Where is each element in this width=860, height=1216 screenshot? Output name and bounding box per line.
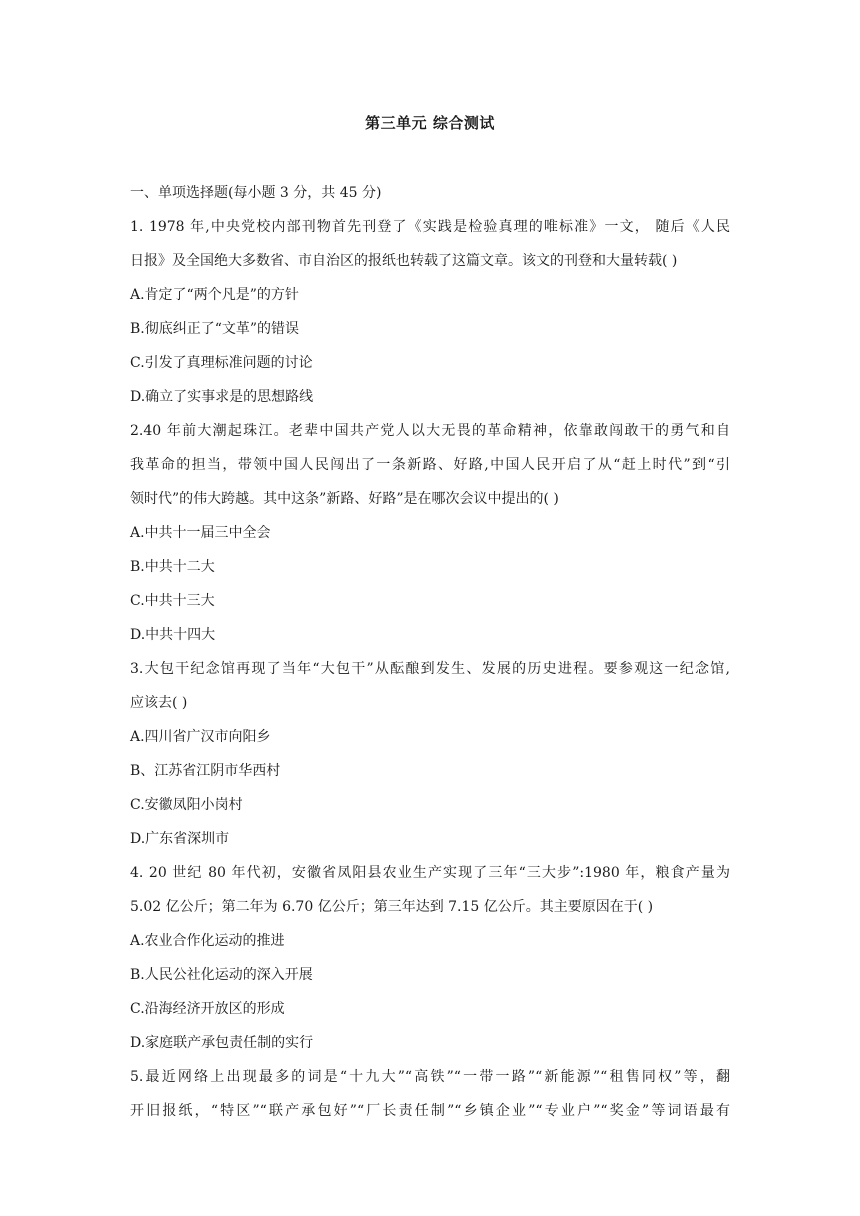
question-stem-line: 3.大包干纪念馆再现了当年“大包干”从酝酿到发生、发展的历史进程。要参观这一纪念馆, [130,661,730,677]
answer-option: D.家庭联产承包责任制的实行 [130,1035,314,1051]
answer-option: C.沿海经济开放区的形成 [130,1001,285,1017]
question-4 [130,856,730,1060]
question-stem-line: 我革命的担当，带领中国人民闯出了一条新路、好路,中国人民开启了从“赶上时代”到“引 [130,457,730,473]
question-2 [130,414,730,652]
question-stem-line: 4. 20 世纪 80 年代初，安徽省凤阳县农业生产实现了三年“三大步”:1980 年，粮食产量为 [130,865,730,881]
question-stem-line: 开旧报纸，“特区”“联产承包好”“厂长责任制”“乡镇企业”“专业户”“奖金”等词语最有 [130,1103,730,1119]
answer-option: A.农业合作化运动的推进 [130,933,285,949]
question-stem-line: 领时代”的伟大跨越。其中这条”新路、好路”是在哪次会议中提出的( ) [130,491,559,507]
answer-option: C.安徽凤阳小岗村 [130,797,243,813]
answer-option: C.中共十三大 [130,593,215,609]
answer-option: A.肯定了“两个凡是”的方针 [130,287,299,303]
answer-option: D.中共十四大 [130,627,216,643]
answer-option: D.广东省深圳市 [130,831,230,847]
question-stem-line: 日报》及全国绝大多数省、市自治区的报纸也转载了这篇文章。该文的刊登和大量转载( ) [130,253,678,269]
answer-option: B.彻底纠正了“文革”的错误 [130,321,300,337]
question-stem-line: 5.最近网络上出现最多的词是“十九大”“高铁”“一带一路”“新能源”“租售同权”等，翻 [130,1069,730,1085]
answer-option: B、江苏省江阴市华西村 [130,763,281,779]
answer-option: A.四川省广汉市向阳乡 [130,729,271,745]
answer-option: C.引发了真理标准问题的讨论 [130,355,313,371]
document-title: 第三单元 综合测试 [365,114,495,132]
answer-option: B.中共十二大 [130,559,215,575]
question-1 [130,210,730,414]
question-stem-line: 1. 1978 年,中央党校内部刊物首先刊登了《实践是检验真理的唯标准》一文， 随后《人民 [130,219,730,235]
question-5 [130,1060,730,1128]
answer-option: D.确立了实事求是的思想路线 [130,389,314,405]
answer-option: B.人民公社化运动的深入开展 [130,967,313,983]
question-3 [130,652,730,856]
question-stem-line: 应该去( ) [130,695,188,711]
answer-option: A.中共十一届三中全会 [130,525,271,541]
section-heading: 一、单项选择题(每小题 3 分，共 45 分) [130,185,382,201]
document-body [130,176,730,1128]
question-stem-line: 2.40 年前大潮起珠江。老辈中国共产党人以大无畏的革命精神，依靠敢闯敢干的勇气和自 [130,423,730,439]
question-stem-line: 5.02 亿公斤；第二年为 6.70 亿公斤；第三年达到 7.15 亿公斤。其主要原因在于( ) [130,899,654,915]
